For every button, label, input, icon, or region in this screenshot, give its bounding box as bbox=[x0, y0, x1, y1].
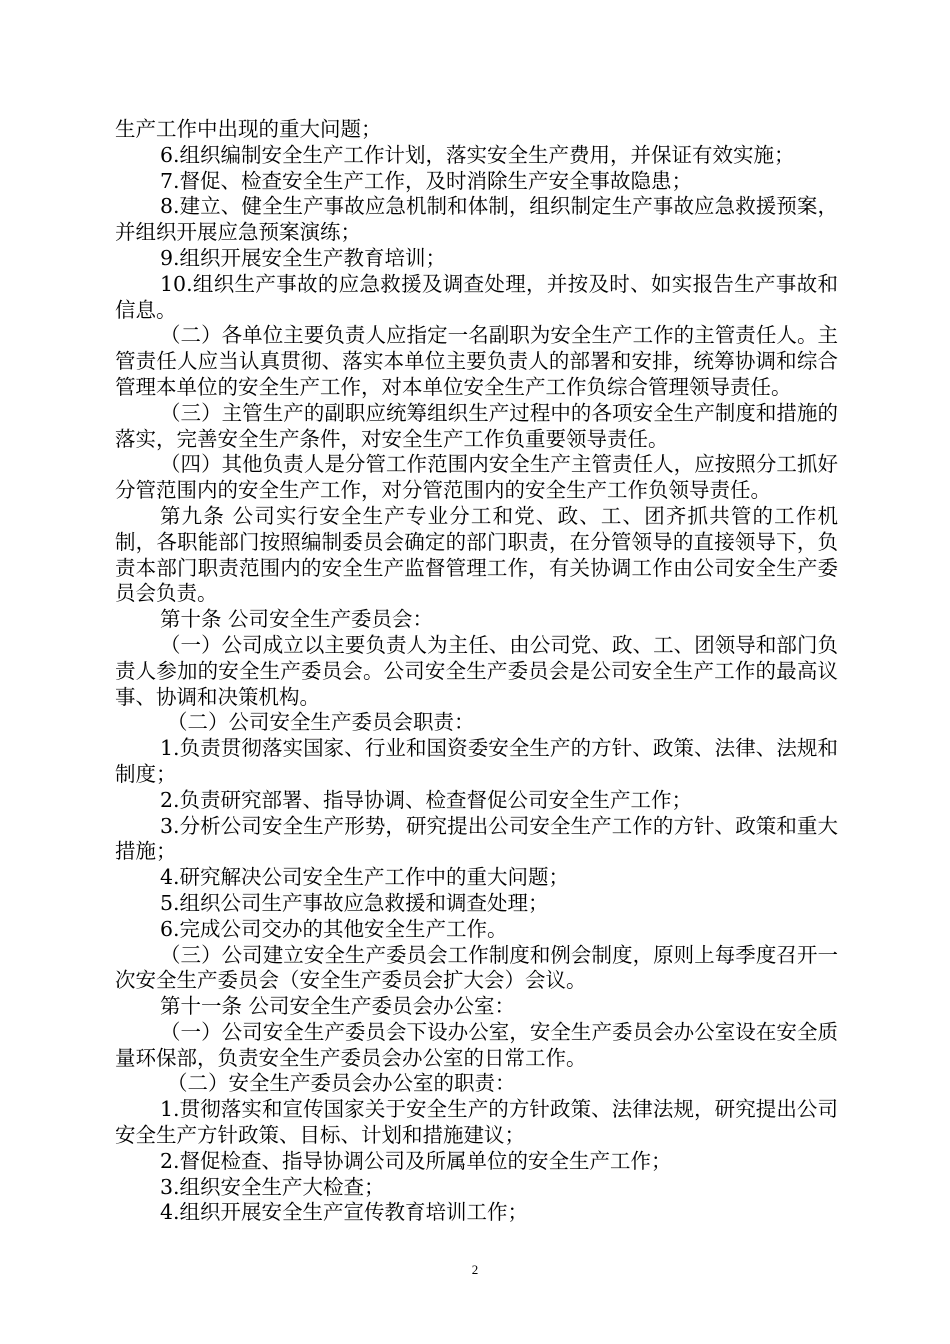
paragraph: 5.组织公司生产事故应急救援和调查处理； bbox=[160, 890, 549, 915]
document-body bbox=[115, 117, 838, 1226]
paragraph: 第十一条 公司安全生产委员会办公室： bbox=[160, 994, 516, 1019]
paragraph: 1.贯彻落实和宣传国家关于安全生产的方针政策、法律法规，研究提出公司安全生产方针政策、目标、计划和措施建议； bbox=[115, 1097, 838, 1148]
paragraph: （二）各单位主要负责人应指定一名副职为安全生产工作的主管责任人。主管责任人应当认真贯彻、落实本单位主要负责人的部署和安排，统筹协调和综合管理本单位的安全生产工作，对本单位安全生产工作负综合管理领导责任。 bbox=[115, 323, 838, 399]
page-number: 2 bbox=[471, 1262, 479, 1277]
paragraph: 第九条 公司实行安全生产专业分工和党、政、工、团齐抓共管的工作机制，各职能部门按照编制委员会确定的部门职责，在分管领导的直接领导下，负责本部门职责范围内的安全生产监督管理工作，有关协调工作由公司安全生产委员会负责。 bbox=[115, 503, 838, 606]
paragraph: 4.组织开展安全生产宣传教育培训工作； bbox=[160, 1200, 529, 1225]
paragraph: 3.组织安全生产大检查； bbox=[160, 1174, 385, 1199]
paragraph: 3.分析公司安全生产形势，研究提出公司安全生产工作的方针、政策和重大措施； bbox=[115, 813, 838, 864]
paragraph: 6.完成公司交办的其他安全生产工作。 bbox=[160, 916, 508, 941]
paragraph: （二）安全生产委员会办公室的职责： bbox=[167, 1071, 516, 1096]
paragraph: （二）公司安全生产委员会职责： bbox=[167, 710, 475, 735]
paragraph: 2.负责研究部署、指导协调、检查督促公司安全生产工作； bbox=[160, 787, 693, 812]
paragraph: （三）公司建立安全生产委员会工作制度和例会制度，原则上每季度召开一次安全生产委员会（安全生产委员会扩大会）会议。 bbox=[115, 942, 838, 993]
paragraph: （三）主管生产的副职应统筹组织生产过程中的各项安全生产制度和措施的落实，完善安全生产条件，对安全生产工作负重要领导责任。 bbox=[115, 400, 838, 451]
paragraph: 第十条 公司安全生产委员会： bbox=[160, 607, 434, 632]
paragraph: 2.督促检查、指导协调公司及所属单位的安全生产工作； bbox=[160, 1148, 672, 1173]
paragraph: 10.组织生产事故的应急救援及调查处理，并按及时、如实报告生产事故和信息。 bbox=[115, 271, 838, 322]
paragraph: 生产工作中出现的重大问题； bbox=[115, 117, 382, 141]
paragraph: （四）其他负责人是分管工作范围内安全生产主管责任人，应按照分工抓好分管范围内的安全生产工作，对分管范围内的安全生产工作负领导责任。 bbox=[115, 452, 838, 503]
paragraph: 9.组织开展安全生产教育培训； bbox=[160, 245, 447, 270]
paragraph: 8.建立、健全生产事故应急机制和体制，组织制定生产事故应急救援预案，并组织开展应急预案演练； bbox=[115, 194, 838, 245]
paragraph: 7.督促、检查安全生产工作，及时消除生产安全事故隐患； bbox=[160, 168, 693, 193]
paragraph: （一）公司安全生产委员会下设办公室，安全生产委员会办公室设在安全质量环保部，负责安全生产委员会办公室的日常工作。 bbox=[115, 1019, 838, 1070]
paragraph: 6.组织编制安全生产工作计划，落实安全生产费用，并保证有效实施； bbox=[160, 142, 795, 167]
paragraph: （一）公司成立以主要负责人为主任、由公司党、政、工、团领导和部门负责人参加的安全生产委员会。公司安全生产委员会是公司安全生产工作的最高议事、协调和决策机构。 bbox=[115, 632, 838, 709]
paragraph: 1.负责贯彻落实国家、行业和国资委安全生产的方针、政策、法律、法规和制度； bbox=[115, 736, 838, 786]
paragraph: 4.研究解决公司安全生产工作中的重大问题； bbox=[160, 865, 570, 890]
